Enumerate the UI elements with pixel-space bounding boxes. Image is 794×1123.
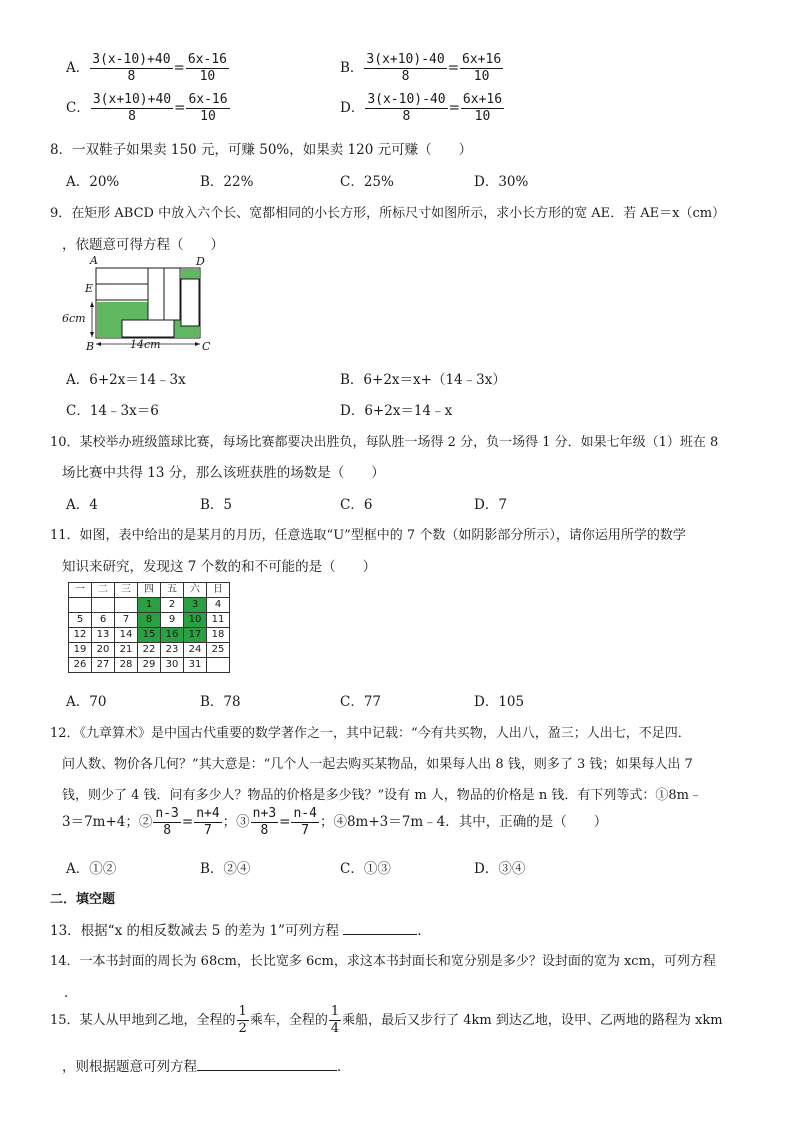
calendar-cell: 23 xyxy=(161,643,184,658)
q10-option-b[interactable]: B．5 xyxy=(200,497,233,513)
fraction: $\frac{3(x+10)-40}{8}$ xyxy=(366,52,445,84)
q9-option-b[interactable]: B．6+2x＝x+（14﹣3x） xyxy=(340,372,506,388)
q9-stem-line1: 9．在矩形 ABCD 中放入六个长、宽都相同的小长方形，所标尺寸如图所示，求小长方形的宽 AE．若 AE＝x（cm） xyxy=(50,206,726,221)
calendar-cell: 2 xyxy=(161,598,184,613)
q10-stem-line2: 场比赛中共得 13 分，那么该班获胜的场数是（ ） xyxy=(62,465,385,481)
fraction: $\frac{1}{2}$ xyxy=(238,1004,247,1036)
calendar-row xyxy=(69,613,230,628)
calendar-cell: 24 xyxy=(184,643,207,658)
q11-option-c[interactable]: C．77 xyxy=(340,694,382,710)
calendar-cell-shaded: 3 xyxy=(184,598,207,613)
q10-option-d[interactable]: D．7 xyxy=(474,497,507,513)
fraction: $\frac{3(x+10)+40}{8}$ xyxy=(92,92,172,124)
q10-option-c[interactable]: C．6 xyxy=(340,497,373,513)
calendar-cell: 27 xyxy=(92,658,115,673)
calendar-cell: 12 xyxy=(69,628,92,643)
q8-option-a[interactable]: A．20% xyxy=(66,174,120,190)
shade-top-right xyxy=(181,269,199,279)
answer-blank[interactable] xyxy=(197,1058,337,1071)
calendar-row xyxy=(69,643,230,658)
calendar-row xyxy=(69,598,230,613)
calendar-header-cell: 五 xyxy=(161,583,184,598)
calendar-header-cell: 三 xyxy=(115,583,138,598)
q12-option-b[interactable]: B．②④ xyxy=(200,861,251,877)
calendar-cell: 22 xyxy=(138,643,161,658)
label-a: A xyxy=(90,254,98,267)
label-14cm: 14cm xyxy=(130,338,161,351)
q13: 13．根据“x 的相反数减去 5 的差为 1”可列方程 ． xyxy=(50,923,431,939)
fraction: $\frac{3(x-10)-40}{8}$ xyxy=(367,92,446,124)
calendar-header-cell: 四 xyxy=(138,583,161,598)
q11-stem-line2: 知识来研究，发现这 7 个数的和不可能的是（ ） xyxy=(62,559,377,575)
fraction: $\frac{n-3}{8}$ xyxy=(155,806,179,838)
q7-option-c[interactable]: C． $\frac{3(x+10)+40}{8}$ = $\frac{6x-16}{10}$ xyxy=(66,92,228,124)
q7-option-a[interactable]: A． $\frac{3(x-10)+40}{8}$ = $\frac{6x-16}{10}$ xyxy=(66,52,227,84)
calendar-cell-shaded: 8 xyxy=(138,613,161,628)
calendar-cell: 21 xyxy=(115,643,138,658)
q14-line2: ． xyxy=(64,985,78,1001)
calendar-header-cell: 一 xyxy=(69,583,92,598)
small-rect-5 xyxy=(181,279,199,326)
q15-line2: ，则根据题意可列方程 ． xyxy=(62,1059,351,1075)
calendar-header-cell: 六 xyxy=(184,583,207,598)
q12-option-a[interactable]: A．①② xyxy=(66,861,117,877)
label-c: C xyxy=(202,340,211,353)
calendar-cell: 14 xyxy=(115,628,138,643)
q8-stem: 8．一双鞋子如果卖 150 元，可赚 50%，如果卖 120 元可赚（ ） xyxy=(50,142,473,158)
small-rect-2 xyxy=(96,284,148,300)
q11-option-b[interactable]: B．78 xyxy=(200,694,241,710)
fraction: $\frac{n+3}{8}$ xyxy=(252,806,277,838)
fraction: $\frac{6x+16}{10}$ xyxy=(462,92,503,124)
calendar-cell: 5 xyxy=(69,613,92,628)
calendar-cell: 13 xyxy=(92,628,115,643)
fraction: $\frac{n-4}{7}$ xyxy=(293,806,317,838)
calendar-cell: 9 xyxy=(161,613,184,628)
label-b: B xyxy=(86,340,95,353)
calendar-cell-shaded: 16 xyxy=(161,628,184,643)
q11-stem-line1: 11．如图，表中给出的是某月的月历，任意选取“U”型框中的 7 个数（如阴影部分所示），请你运用所学的数学 xyxy=(50,528,686,543)
q12-option-d[interactable]: D．③④ xyxy=(474,861,526,877)
calendar-cell-shaded: 17 xyxy=(184,628,207,643)
calendar-cell: 6 xyxy=(92,613,115,628)
q8-option-c[interactable]: C．25% xyxy=(340,174,394,190)
q14-line1: 14．一本书封面的周长为 68cm，长比宽多 6cm，求这本书封面长和宽分别是多少？设封面的宽为 xcm，可列方程 xyxy=(50,954,716,969)
label-6cm: 6cm xyxy=(62,312,86,325)
calendar-header-cell: 日 xyxy=(207,583,230,598)
calendar-row xyxy=(69,658,230,673)
calendar-cell: 20 xyxy=(92,643,115,658)
q7-option-b[interactable]: B． $\frac{3(x+10)-40}{8}$ = $\frac{6x+16}{10}$ xyxy=(340,52,502,84)
calendar-cell: 18 xyxy=(207,628,230,643)
calendar-cell: 30 xyxy=(161,658,184,673)
q11-calendar-table xyxy=(68,582,230,673)
calendar-header-cell: 二 xyxy=(92,583,115,598)
fraction: $\frac{1}{4}$ xyxy=(330,1004,340,1036)
label-e: E xyxy=(85,282,94,295)
calendar-cell xyxy=(69,598,92,613)
small-rect-4 xyxy=(164,268,180,320)
calendar-cell: 31 xyxy=(184,658,207,673)
q9-stem-line2: ，依题意可得方程（ ） xyxy=(62,237,224,253)
q10-stem-line1: 10．某校举办班级篮球比赛，每场比赛都要决出胜负，每队胜一场得 2 分，负一场得 1 分．如果七年级（1）班在 8 xyxy=(50,435,719,450)
q11-option-d[interactable]: D．105 xyxy=(474,694,525,710)
calendar-cell-shaded: 1 xyxy=(138,598,161,613)
calendar-header-row xyxy=(69,583,230,598)
calendar-cell-shaded: 10 xyxy=(184,613,207,628)
calendar-cell: 4 xyxy=(207,598,230,613)
calendar-cell-shaded: 15 xyxy=(138,628,161,643)
q9-rectangle-figure xyxy=(62,252,222,356)
label-d: D xyxy=(196,255,205,268)
calendar-cell xyxy=(115,598,138,613)
fraction: $\frac{3(x-10)+40}{8}$ xyxy=(92,52,171,84)
q9-option-c[interactable]: C．14﹣3x＝6 xyxy=(66,403,159,419)
calendar-cell: 7 xyxy=(115,613,138,628)
q12-line4: 3＝7m+4；② $\frac{n-3}{8}$ = $\frac{n+4}{7}$ ；③ $\frac{n+3}{8}$ = $\frac{n-4}{7}$ ；④8m+3＝7m﹣4．其中，正确的是（ ） xyxy=(62,806,608,838)
section-heading-fill-in: 二．填空题 xyxy=(50,892,116,907)
calendar-cell: 25 xyxy=(207,643,230,658)
fraction: $\frac{6x-16}{10}$ xyxy=(188,92,228,124)
q8-option-d[interactable]: D．30% xyxy=(474,174,529,190)
q12-line1: 12．《九章算术》是中国古代重要的数学著作之一，其中记载：“今有共买物，人出八，盈三；人出七，不足四． xyxy=(50,726,691,741)
small-rect-3 xyxy=(148,268,164,320)
calendar-cell xyxy=(207,658,230,673)
q9-option-a[interactable]: A．6+2x＝14﹣3x xyxy=(66,372,186,388)
calendar-cell: 28 xyxy=(115,658,138,673)
q9-option-d[interactable]: D．6+2x＝14﹣x xyxy=(340,403,453,419)
q12-option-c[interactable]: C．①③ xyxy=(340,861,391,877)
small-rect-6 xyxy=(122,320,174,337)
q12-line3: 钱，则少了 4 钱．问有多少人？物品的价格是多少钱？”设有 m 人，物品的价格是 n 钱．有下列等式：①8m﹣ xyxy=(62,788,703,803)
q8-option-b[interactable]: B．22% xyxy=(200,174,254,190)
q12-line2: 问人数、物价各几何？”其大意是：“几个人一起去购买某物品，如果每人出 8 钱，则多了 3 钱；如果每人出 7 xyxy=(62,757,693,772)
q7-option-d[interactable]: D． $\frac{3(x-10)-40}{8}$ = $\frac{6x+16}{10}$ xyxy=(340,92,503,124)
small-rect-1 xyxy=(96,268,148,284)
calendar-cell: 29 xyxy=(138,658,161,673)
calendar-cell xyxy=(92,598,115,613)
calendar-cell: 11 xyxy=(207,613,230,628)
answer-blank[interactable] xyxy=(343,922,417,935)
q10-option-a[interactable]: A．4 xyxy=(66,497,98,513)
q11-option-a[interactable]: A．70 xyxy=(66,694,107,710)
fraction: $\frac{6x-16}{10}$ xyxy=(187,52,227,84)
fraction: $\frac{n+4}{7}$ xyxy=(196,806,220,838)
calendar-cell: 26 xyxy=(69,658,92,673)
calendar-row xyxy=(69,628,230,643)
calendar-cell: 19 xyxy=(69,643,92,658)
fraction: $\frac{6x+16}{10}$ xyxy=(462,52,502,84)
q15-line1: 15．某人从甲地到乙地，全程的 $\frac{1}{2}$ 乘车，全程的 $\frac{1}{4}$ 乘船，最后又步行了 4km 到达乙地，设甲、乙两地的路程为 xkm xyxy=(50,1004,723,1036)
